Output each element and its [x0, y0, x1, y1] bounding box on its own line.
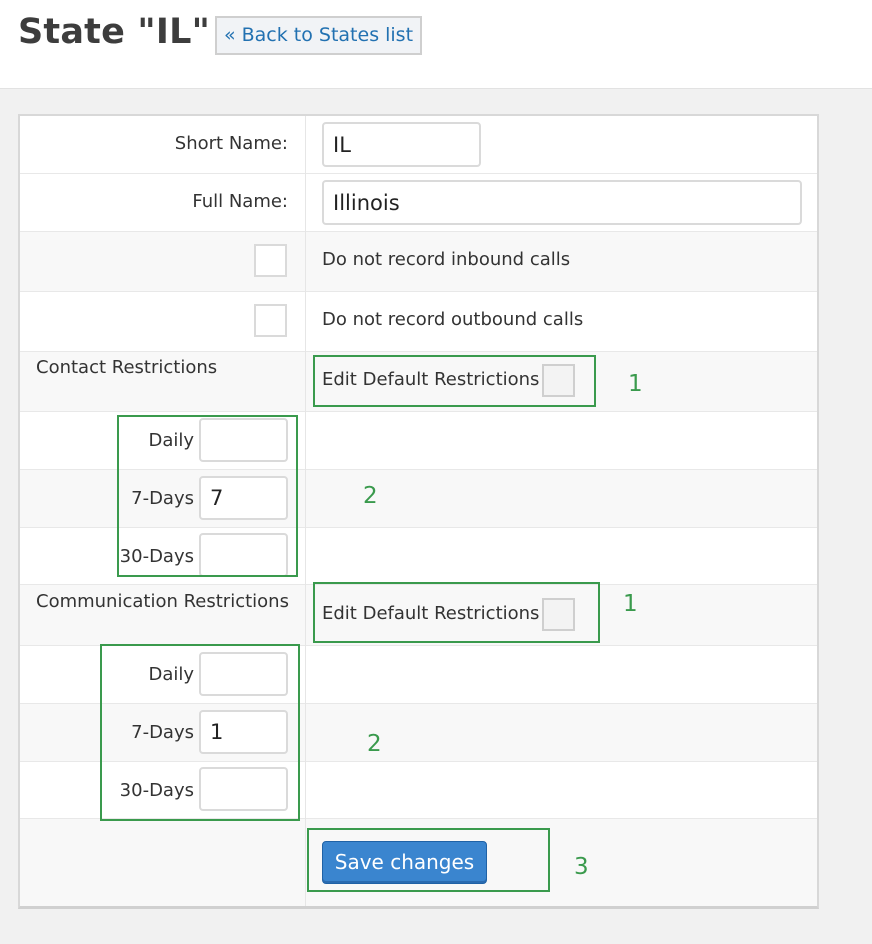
annotation-number-3: 3	[574, 854, 589, 880]
contact-restrictions-label: Contact Restrictions	[36, 357, 218, 378]
inbound-label: Do not record inbound calls	[322, 249, 571, 270]
back-to-states-button[interactable]: « Back to States list	[215, 16, 422, 55]
short-name-label: Short Name:	[174, 133, 288, 154]
page-title: State "IL"	[18, 12, 211, 52]
communication-edit-default-label: Edit Default Restrictions	[322, 603, 540, 624]
communication-30days-label: 30-Days	[119, 780, 194, 801]
annotation-box-save	[307, 828, 550, 892]
communication-7days-label: 7-Days	[131, 722, 194, 743]
outbound-label: Do not record outbound calls	[322, 309, 584, 330]
contact-7days-label: 7-Days	[131, 488, 194, 509]
full-name-label: Full Name:	[192, 191, 288, 212]
annotation-box-communication-edit-default	[313, 582, 600, 643]
full-name-input[interactable]: Illinois	[322, 180, 802, 225]
contact-edit-default-label: Edit Default Restrictions	[322, 369, 540, 390]
communication-daily-label: Daily	[148, 664, 194, 685]
annotation-number-1a: 1	[628, 371, 643, 397]
page-header	[0, 0, 872, 89]
annotation-box-contact-limits	[117, 415, 298, 577]
communication-restrictions-label: Communication Restrictions	[36, 591, 289, 612]
contact-daily-label: Daily	[148, 430, 194, 451]
annotation-number-2a: 2	[363, 483, 378, 509]
annotation-number-1b: 1	[623, 591, 638, 617]
outbound-checkbox[interactable]	[254, 304, 287, 337]
inbound-checkbox[interactable]	[254, 244, 287, 277]
annotation-box-contact-edit-default	[313, 355, 596, 407]
communication-7days-input[interactable]: 1	[199, 710, 288, 754]
contact-7days-input[interactable]: 7	[199, 476, 288, 520]
short-name-input[interactable]: IL	[322, 122, 481, 167]
column-divider	[305, 116, 306, 906]
annotation-number-2b: 2	[367, 731, 382, 757]
contact-30days-label: 30-Days	[119, 546, 194, 567]
annotation-box-communication-limits	[100, 644, 300, 821]
save-changes-button[interactable]: Save changes	[322, 841, 487, 884]
